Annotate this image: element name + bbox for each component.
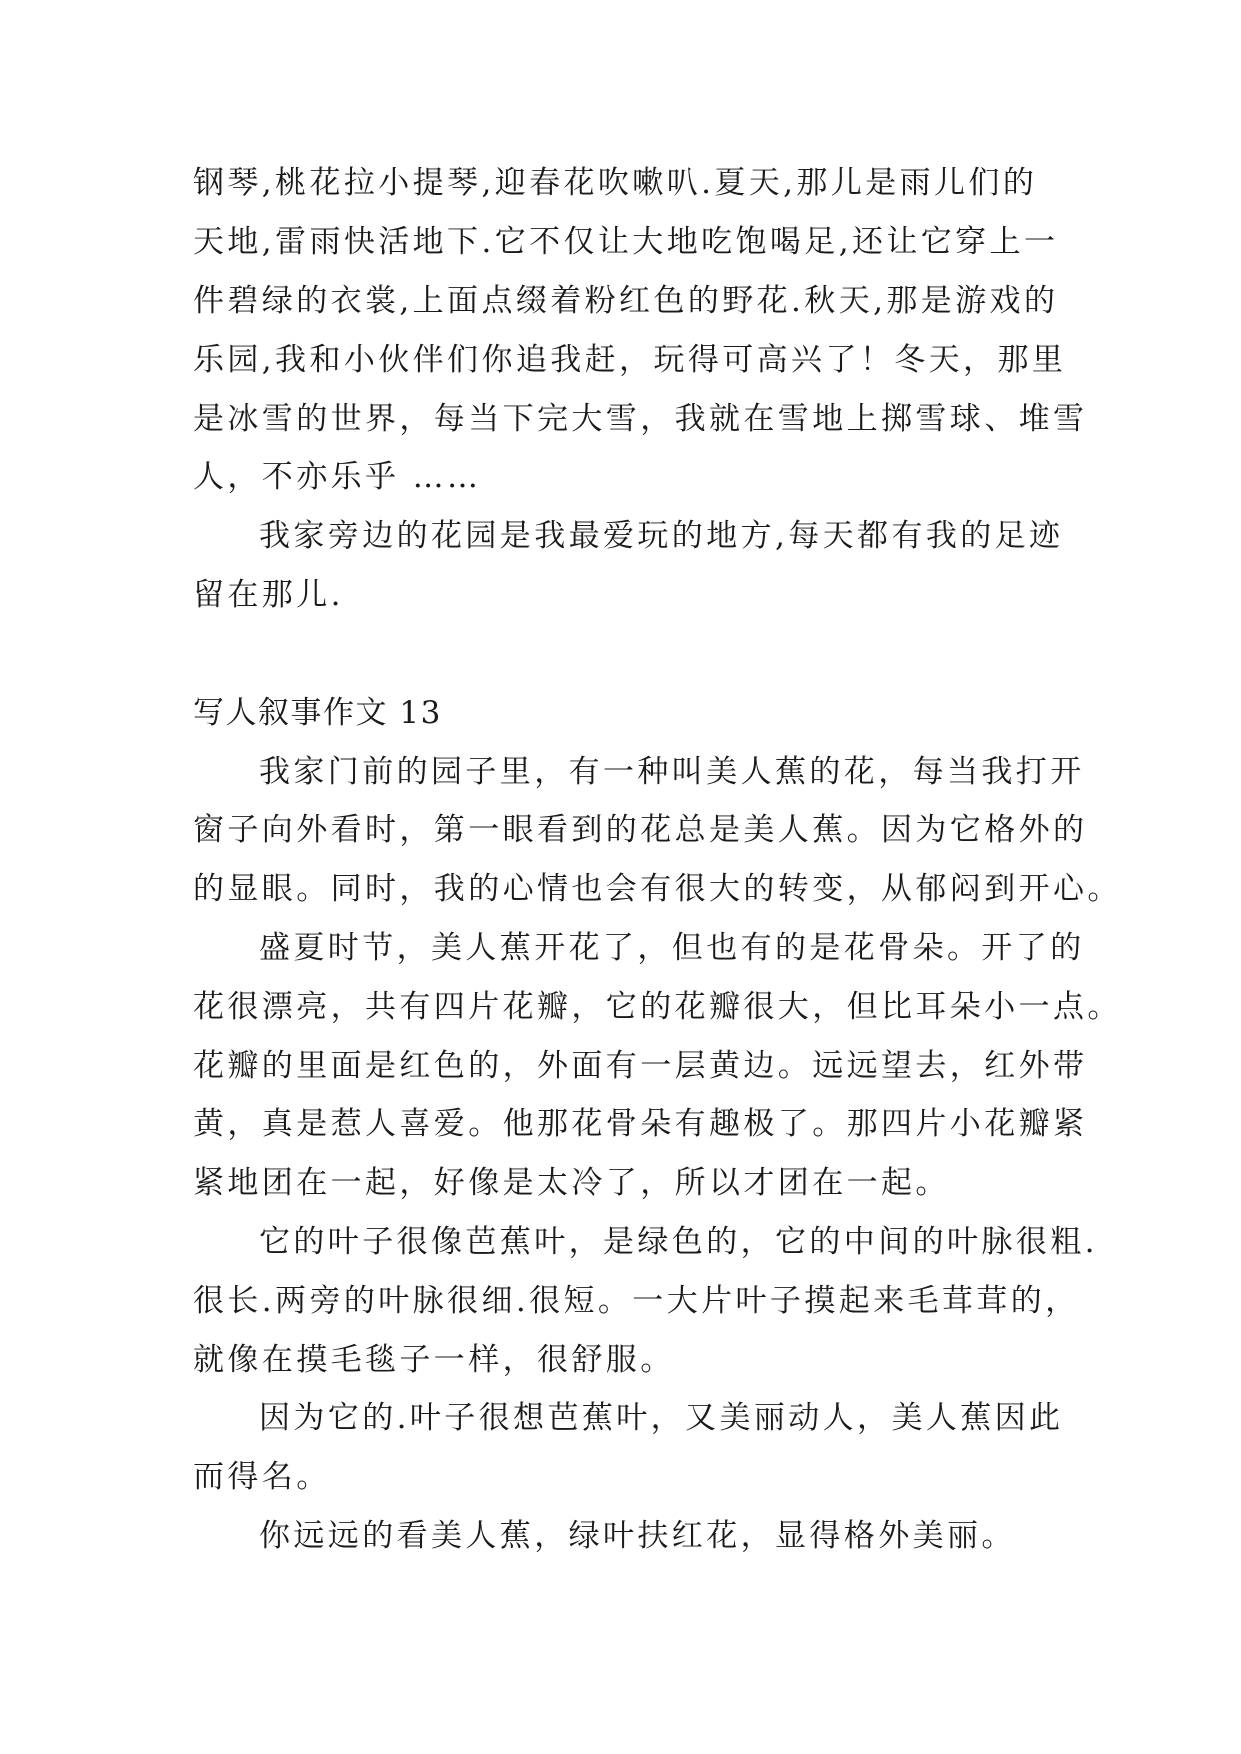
section-heading: 写人叙事作文 13 xyxy=(193,695,442,731)
paragraph-start-line: 你远远的看美人蕉，绿叶扶红花，显得格外美丽。 xyxy=(259,1518,1016,1554)
text-line: 就像在摸毛毯子一样，很舒服。 xyxy=(193,1342,675,1378)
paragraph-start-line: 我家门前的园子里，有一种叫美人蕉的花，每当我打开 xyxy=(259,754,1085,790)
text-line: 乐园,我和小伙伴们你追我赶，玩得可高兴了！冬天，那里 xyxy=(193,342,1067,378)
text-line: 黄，真是惹人喜爱。他那花骨朵有趣极了。那四片小花瓣紧 xyxy=(193,1106,1088,1142)
paragraph-start-line: 因为它的.叶子很想芭蕉叶，又美丽动人，美人蕉因此 xyxy=(259,1400,1064,1436)
paragraph-start-line: 它的叶子很像芭蕉叶，是绿色的，它的中间的叶脉很粗. xyxy=(259,1224,1098,1260)
text-line: 很长.两旁的叶脉很细.很短。一大片叶子摸起来毛茸茸的， xyxy=(193,1283,1080,1319)
text-line: 人，不亦乐乎 …… xyxy=(193,459,482,495)
text-line: 的显眼。同时，我的心情也会有很大的转变，从郁闷到开心。 xyxy=(193,871,1122,907)
text-line: 花很漂亮，共有四片花瓣，它的花瓣很大，但比耳朵小一点。 xyxy=(193,989,1122,1025)
text-line: 件碧绿的衣裳,上面点缀着粉红色的野花.秋天,那是游戏的 xyxy=(193,283,1059,319)
paragraph-start-line: 我家旁边的花园是我最爱玩的地方,每天都有我的足迹 xyxy=(259,518,1064,554)
text-line: 钢琴,桃花拉小提琴,迎春花吹嗽叭.夏天,那儿是雨儿们的 xyxy=(193,165,1038,201)
paragraph-start-line: 盛夏时节，美人蕉开花了，但也有的是花骨朵。开了的 xyxy=(259,930,1085,966)
text-line: 留在那儿. xyxy=(193,577,344,613)
text-line: 紧地团在一起，好像是太冷了，所以才团在一起。 xyxy=(193,1165,950,1201)
text-line: 窗子向外看时，第一眼看到的花总是美人蕉。因为它格外的 xyxy=(193,812,1088,848)
text-line: 天地,雷雨快活地下.它不仅让大地吃饱喝足,还让它穿上一 xyxy=(193,224,1059,260)
text-line: 是冰雪的世界，每当下完大雪，我就在雪地上掷雪球、堆雪 xyxy=(193,401,1088,437)
text-line: 花瓣的里面是红色的，外面有一层黄边。远远望去，红外带 xyxy=(193,1048,1088,1084)
text-line: 而得名。 xyxy=(193,1459,331,1495)
